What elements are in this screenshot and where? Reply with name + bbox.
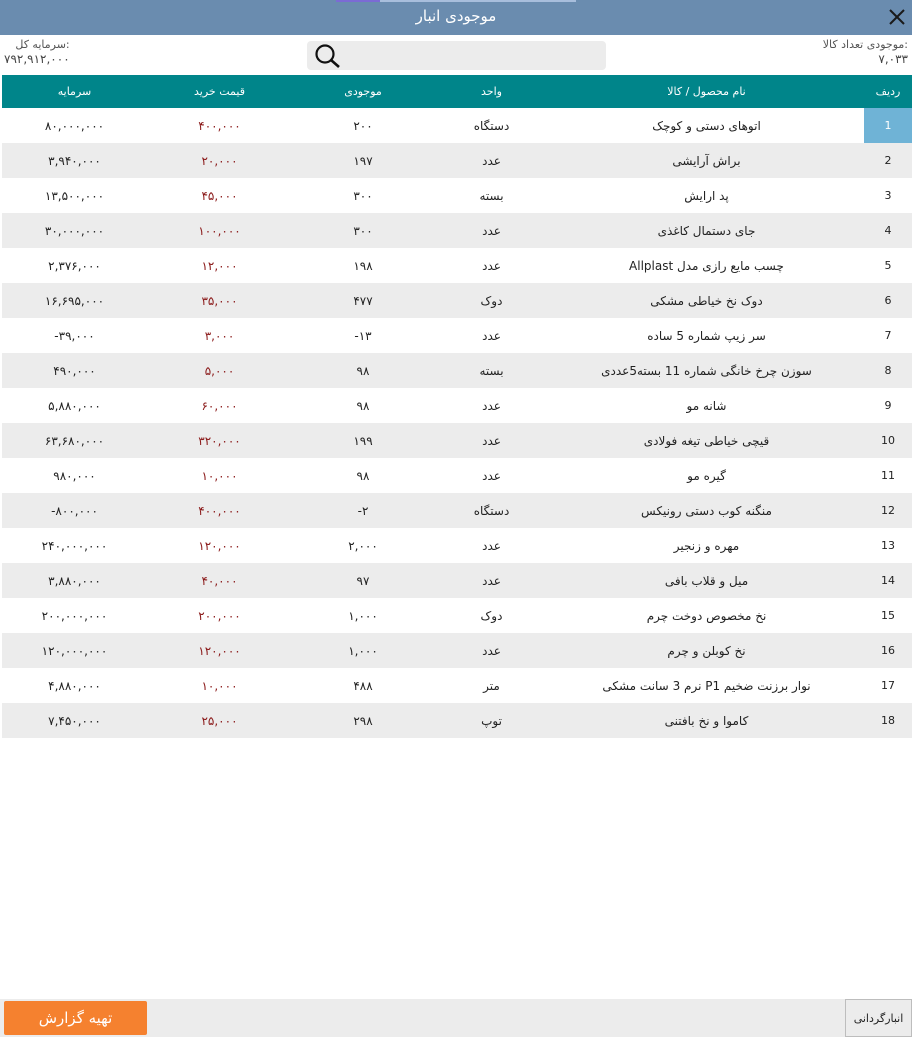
header-purchase-price[interactable]: قیمت خرید bbox=[147, 75, 292, 108]
cell-purchase-price[interactable]: ۲۰۰,۰۰۰ bbox=[147, 598, 292, 633]
header-row-number[interactable]: ردیف bbox=[864, 75, 912, 108]
table-row[interactable] bbox=[2, 493, 912, 528]
cell-capital[interactable]: ۲۴۰,۰۰۰,۰۰۰ bbox=[2, 528, 147, 563]
cell-stock[interactable]: ۱۹۸ bbox=[292, 248, 434, 283]
cell-row-number[interactable]: 12 bbox=[864, 493, 912, 528]
prepare-report-button[interactable]: تهیه گزارش bbox=[4, 1001, 147, 1035]
cell-capital[interactable]: ۳۰,۰۰۰,۰۰۰ bbox=[2, 213, 147, 248]
cell-product-name[interactable]: گیره مو bbox=[549, 458, 864, 493]
cell-product-name[interactable]: میل و قلاب بافی bbox=[549, 563, 864, 598]
close-icon[interactable] bbox=[886, 6, 908, 28]
cell-product-name[interactable]: منگنه کوب دستی رونیکس bbox=[549, 493, 864, 528]
cell-purchase-price[interactable]: ۴۰۰,۰۰۰ bbox=[147, 108, 292, 143]
search-input[interactable] bbox=[351, 44, 600, 68]
cell-row-number[interactable]: 10 bbox=[864, 423, 912, 458]
cell-unit[interactable]: عدد bbox=[434, 633, 549, 668]
search-box bbox=[307, 41, 606, 70]
header-capital[interactable]: سرمایه bbox=[2, 75, 147, 108]
cell-unit[interactable]: عدد bbox=[434, 563, 549, 598]
table-row[interactable] bbox=[2, 283, 912, 318]
cell-purchase-price[interactable]: ۳,۰۰۰ bbox=[147, 318, 292, 353]
table-row[interactable] bbox=[2, 143, 912, 178]
table-row[interactable] bbox=[2, 353, 912, 388]
cell-stock[interactable]: ۴۷۷ bbox=[292, 283, 434, 318]
cell-capital[interactable]: ۳,۸۸۰,۰۰۰ bbox=[2, 563, 147, 598]
cell-purchase-price[interactable]: ۳۲۰,۰۰۰ bbox=[147, 423, 292, 458]
cell-capital[interactable]: ۱۳,۵۰۰,۰۰۰ bbox=[2, 178, 147, 213]
cell-purchase-price[interactable]: ۱۲,۰۰۰ bbox=[147, 248, 292, 283]
cell-stock[interactable]: ۱,۰۰۰ bbox=[292, 633, 434, 668]
cell-capital[interactable]: ۷,۴۵۰,۰۰۰ bbox=[2, 703, 147, 738]
table-row[interactable] bbox=[2, 703, 912, 738]
cell-row-number[interactable]: 9 bbox=[864, 388, 912, 423]
cell-capital[interactable]: ۱۶,۶۹۵,۰۰۰ bbox=[2, 283, 147, 318]
cell-stock[interactable]: ۳۰۰ bbox=[292, 213, 434, 248]
cell-unit[interactable]: دستگاه bbox=[434, 108, 549, 143]
cell-stock[interactable]: ۹۸ bbox=[292, 458, 434, 493]
table-row[interactable] bbox=[2, 458, 912, 493]
cell-row-number[interactable]: 2 bbox=[864, 143, 912, 178]
cell-stock[interactable]: ۱۹۹ bbox=[292, 423, 434, 458]
cell-row-number[interactable]: 13 bbox=[864, 528, 912, 563]
cell-unit[interactable]: دوک bbox=[434, 598, 549, 633]
total-capital-summary bbox=[4, 38, 70, 66]
cell-unit[interactable]: عدد bbox=[434, 388, 549, 423]
cell-unit[interactable]: عدد bbox=[434, 143, 549, 178]
cell-row-number[interactable]: 3 bbox=[864, 178, 912, 213]
table-row[interactable] bbox=[2, 248, 912, 283]
cell-product-name[interactable]: جای دستمال کاغذی bbox=[549, 213, 864, 248]
table-row[interactable] bbox=[2, 388, 912, 423]
cell-row-number[interactable]: 18 bbox=[864, 703, 912, 738]
cell-stock[interactable]: ۴۸۸ bbox=[292, 668, 434, 703]
cell-purchase-price[interactable]: ۱۰,۰۰۰ bbox=[147, 668, 292, 703]
cell-capital[interactable]: ۳,۹۴۰,۰۰۰ bbox=[2, 143, 147, 178]
cell-capital[interactable]: ۸۰,۰۰۰,۰۰۰ bbox=[2, 108, 147, 143]
table-row[interactable] bbox=[2, 563, 912, 598]
cell-stock[interactable]: ۲۰۰ bbox=[292, 108, 434, 143]
cell-product-name[interactable]: پد ارایش bbox=[549, 178, 864, 213]
cell-unit[interactable]: توپ bbox=[434, 703, 549, 738]
stock-count-label: موجودی تعداد کالا: bbox=[822, 38, 908, 51]
cell-row-number[interactable]: 16 bbox=[864, 633, 912, 668]
cell-stock[interactable]: ۳۰۰ bbox=[292, 178, 434, 213]
cell-row-number[interactable]: 15 bbox=[864, 598, 912, 633]
cell-unit[interactable]: دستگاه bbox=[434, 493, 549, 528]
cell-row-number[interactable]: 8 bbox=[864, 353, 912, 388]
cell-purchase-price[interactable]: ۱۲۰,۰۰۰ bbox=[147, 633, 292, 668]
cell-purchase-price[interactable]: ۴۰,۰۰۰ bbox=[147, 563, 292, 598]
stock-count-summary bbox=[823, 38, 908, 66]
cell-capital[interactable]: ۸۰۰,۰۰۰- bbox=[2, 493, 147, 528]
cell-product-name[interactable]: اتوهای دستی و کوچک bbox=[549, 108, 864, 143]
cell-purchase-price[interactable]: ۴۵,۰۰۰ bbox=[147, 178, 292, 213]
table-header-row bbox=[2, 75, 912, 108]
cell-row-number[interactable]: 6 bbox=[864, 283, 912, 318]
cell-unit[interactable]: عدد bbox=[434, 528, 549, 563]
cell-unit[interactable]: عدد bbox=[434, 423, 549, 458]
cell-unit[interactable]: عدد bbox=[434, 318, 549, 353]
cell-purchase-price[interactable]: ۶۰,۰۰۰ bbox=[147, 388, 292, 423]
cell-stock[interactable]: ۹۸ bbox=[292, 388, 434, 423]
table-row[interactable] bbox=[2, 423, 912, 458]
cell-capital[interactable]: ۲,۳۷۶,۰۰۰ bbox=[2, 248, 147, 283]
cell-capital[interactable]: ۶۳,۶۸۰,۰۰۰ bbox=[2, 423, 147, 458]
cell-stock[interactable]: ۲,۰۰۰ bbox=[292, 528, 434, 563]
header-product-name[interactable]: نام محصول / کالا bbox=[549, 75, 864, 108]
table-row[interactable] bbox=[2, 108, 912, 143]
cell-product-name[interactable]: شانه مو bbox=[549, 388, 864, 423]
cell-purchase-price[interactable]: ۴۰۰,۰۰۰ bbox=[147, 493, 292, 528]
cell-unit[interactable]: دوک bbox=[434, 283, 549, 318]
cell-product-name[interactable]: سر زیپ شماره 5 ساده bbox=[549, 318, 864, 353]
cell-product-name[interactable]: دوک نخ خیاطی مشکی bbox=[549, 283, 864, 318]
table-row[interactable] bbox=[2, 318, 912, 353]
cell-stock[interactable]: ۱۳- bbox=[292, 318, 434, 353]
total-capital-label: سرمایه کل: bbox=[15, 38, 70, 51]
window-title: موجودی انبار bbox=[415, 7, 497, 25]
cell-unit[interactable]: عدد bbox=[434, 458, 549, 493]
total-capital-value: ۷۹۲,۹۱۲,۰۰۰ bbox=[4, 52, 70, 66]
cell-unit[interactable]: بسته bbox=[434, 178, 549, 213]
title-bar bbox=[0, 0, 912, 35]
cell-product-name[interactable]: چسب مایع رازی مدل Allplast bbox=[549, 248, 864, 283]
search-icon[interactable] bbox=[313, 43, 343, 69]
cell-row-number[interactable]: 11 bbox=[864, 458, 912, 493]
cell-stock[interactable]: ۹۷ bbox=[292, 563, 434, 598]
cell-row-number[interactable]: 7 bbox=[864, 318, 912, 353]
header-stock[interactable]: موجودی bbox=[292, 75, 434, 108]
cell-product-name[interactable]: قیچی خیاطی تیغه فولادی bbox=[549, 423, 864, 458]
cell-unit[interactable]: عدد bbox=[434, 213, 549, 248]
cell-capital[interactable]: ۳۹,۰۰۰- bbox=[2, 318, 147, 353]
cell-purchase-price[interactable]: ۲۰,۰۰۰ bbox=[147, 143, 292, 178]
cell-row-number[interactable]: 14 bbox=[864, 563, 912, 598]
footer-bar bbox=[0, 999, 912, 1037]
cell-row-number[interactable]: 1 bbox=[864, 108, 912, 143]
header-unit[interactable]: واحد bbox=[434, 75, 549, 108]
cell-product-name[interactable]: نخ کوبلن و چرم bbox=[549, 633, 864, 668]
cell-purchase-price[interactable]: ۲۵,۰۰۰ bbox=[147, 703, 292, 738]
cell-unit[interactable]: بسته bbox=[434, 353, 549, 388]
table-row[interactable] bbox=[2, 633, 912, 668]
cell-capital[interactable]: ۱۲۰,۰۰۰,۰۰۰ bbox=[2, 633, 147, 668]
cell-purchase-price[interactable]: ۱۰۰,۰۰۰ bbox=[147, 213, 292, 248]
inventory-table bbox=[2, 75, 912, 738]
table-row[interactable] bbox=[2, 178, 912, 213]
cell-stock[interactable]: ۲۹۸ bbox=[292, 703, 434, 738]
cell-capital[interactable]: ۴,۸۸۰,۰۰۰ bbox=[2, 668, 147, 703]
cell-product-name[interactable]: براش آرایشی bbox=[549, 143, 864, 178]
cell-capital[interactable]: ۹۸۰,۰۰۰ bbox=[2, 458, 147, 493]
table-row[interactable] bbox=[2, 668, 912, 703]
cell-row-number[interactable]: 4 bbox=[864, 213, 912, 248]
cell-purchase-price[interactable]: ۱۲۰,۰۰۰ bbox=[147, 528, 292, 563]
cell-row-number[interactable]: 17 bbox=[864, 668, 912, 703]
title-accent-highlight bbox=[336, 0, 380, 2]
cell-capital[interactable]: ۲۰۰,۰۰۰,۰۰۰ bbox=[2, 598, 147, 633]
table-row[interactable] bbox=[2, 528, 912, 563]
cell-capital[interactable]: ۵,۸۸۰,۰۰۰ bbox=[2, 388, 147, 423]
cell-product-name[interactable]: مهره و زنجیر bbox=[549, 528, 864, 563]
cell-stock[interactable]: ۱,۰۰۰ bbox=[292, 598, 434, 633]
cell-unit[interactable]: عدد bbox=[434, 248, 549, 283]
cell-purchase-price[interactable]: ۳۵,۰۰۰ bbox=[147, 283, 292, 318]
cell-stock[interactable]: ۱۹۷ bbox=[292, 143, 434, 178]
stock-count-value: ۷,۰۳۳ bbox=[878, 52, 908, 66]
cell-product-name[interactable]: کاموا و نخ بافتنی bbox=[549, 703, 864, 738]
cell-unit[interactable]: متر bbox=[434, 668, 549, 703]
table-row[interactable] bbox=[2, 598, 912, 633]
cell-stock[interactable]: ۲- bbox=[292, 493, 434, 528]
cell-stock[interactable]: ۹۸ bbox=[292, 353, 434, 388]
cell-product-name[interactable]: نخ مخصوص دوخت چرم bbox=[549, 598, 864, 633]
cell-product-name[interactable]: نوار برزنت ضخیم P1 نرم 3 سانت مشکی bbox=[549, 668, 864, 703]
table-row[interactable] bbox=[2, 213, 912, 248]
cell-purchase-price[interactable]: ۱۰,۰۰۰ bbox=[147, 458, 292, 493]
cell-purchase-price[interactable]: ۵,۰۰۰ bbox=[147, 353, 292, 388]
cell-product-name[interactable]: سوزن چرخ خانگی شماره 11 بسته5عددی bbox=[549, 353, 864, 388]
cell-row-number[interactable]: 5 bbox=[864, 248, 912, 283]
inventory-count-button[interactable]: انبارگردانی bbox=[845, 999, 912, 1037]
cell-capital[interactable]: ۴۹۰,۰۰۰ bbox=[2, 353, 147, 388]
